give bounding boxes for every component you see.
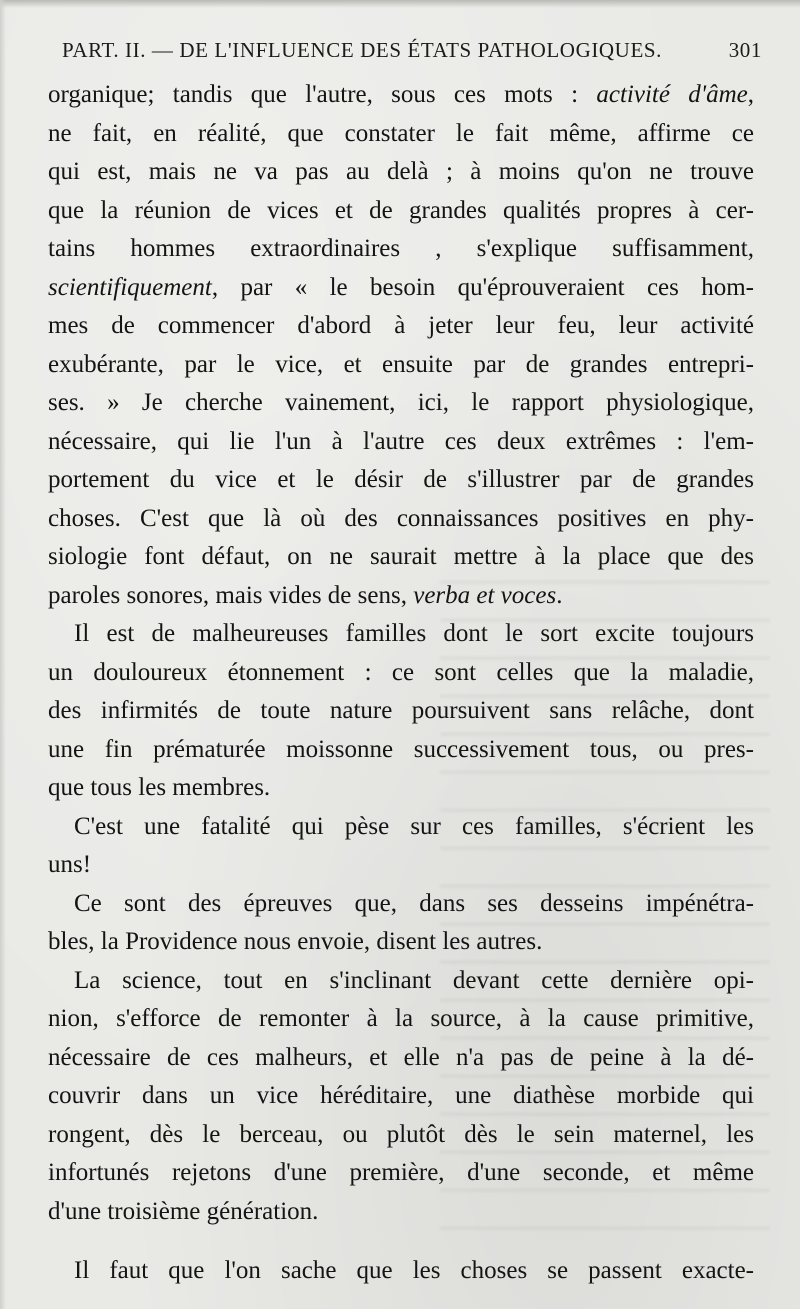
text-line: un douloureux étonnement : ce sont celles que la maladie, — [48, 658, 754, 686]
paragraph-start-line: Il est de malheureuses familles dont le sort excite toujours — [74, 620, 754, 647]
text-line: mes de commencer d'abord à jeter leur feu, leur activité — [48, 312, 754, 339]
page-gutter-shadow — [0, 0, 6, 1309]
text-line: couvrir dans un vice héréditaire, une diathèse morbide qui — [48, 1082, 754, 1109]
paragraph-start-line: C'est une fatalité qui pèse sur ces familles, s'écrient les — [74, 812, 754, 840]
paragraph-start-line: Il faut que l'on sache que les choses se passent exacte- — [74, 1257, 754, 1284]
text-line: exubérante, par le vice, et ensuite par de grandes entrepri- — [48, 350, 754, 378]
text-line: qui est, mais ne va pas au delà ; à moins qu'on ne trouve — [48, 158, 754, 185]
paragraph-start-line: Ce sont des épreuves que, dans ses desseins impénétra- — [74, 889, 754, 917]
text-line: scientifiquement, par « le besoin qu'éprouveraient ces hom- — [48, 273, 754, 301]
text-line: paroles sonores, mais vides de sens, verba et voces. — [48, 581, 563, 609]
text-line: uns! — [48, 851, 92, 878]
text-line: infortunés rejetons d'une première, d'une seconde, et même — [48, 1159, 754, 1186]
text-line: portement du vice et le désir de s'illustrer par de grandes — [48, 466, 754, 493]
text-line: choses. C'est que là où des connaissances positives en phy- — [48, 504, 754, 532]
text-line: nion, s'efforce de remonter à la source, à la cause primitive, — [48, 1005, 754, 1032]
text-line: organique; tandis que l'autre, sous ces mots : activité d'âme, — [48, 81, 754, 108]
text-line: nécessaire, qui lie l'un à l'autre ces deux extrêmes : l'em- — [48, 427, 754, 455]
text-line: siologie font défaut, on ne saurait mettre à la place que des — [48, 543, 754, 570]
running-header-title: PART. II. — DE L'INFLUENCE DES ÉTATS PATHOLOGIQUES. — [62, 38, 663, 62]
paragraph-start-line: La science, tout en s'inclinant devant cette dernière opi- — [74, 966, 754, 994]
body-text — [48, 76, 754, 1291]
text-line: rongent, dès le berceau, ou plutôt dès le sein maternel, les — [48, 1120, 754, 1148]
text-line: une fin prématurée moissonne successivement tous, ou pres- — [48, 735, 754, 763]
page-number: 301 — [728, 38, 762, 62]
text-line: des infirmités de toute nature poursuivent sans relâche, dont — [48, 697, 754, 724]
text-line: bles, la Providence nous envoie, disent les autres. — [48, 928, 543, 955]
text-line: tains hommes extraordinaires , s'explique suffisamment, — [48, 235, 754, 262]
text-line: ses. » Je cherche vainement, ici, le rapport physiologique, — [48, 389, 754, 416]
text-line: nécessaire de ces malheurs, et elle n'a pas de peine à la dé- — [48, 1043, 754, 1071]
page-edge-shadow — [0, 0, 800, 8]
text-line: d'une troisième génération. — [48, 1197, 319, 1225]
text-line: que la réunion de vices et de grandes qualités propres à cer- — [48, 196, 754, 224]
text-line: ne fait, en réalité, que constater le fait même, affirme ce — [48, 119, 754, 147]
text-line: que tous les membres. — [48, 774, 271, 801]
running-header — [62, 38, 762, 66]
